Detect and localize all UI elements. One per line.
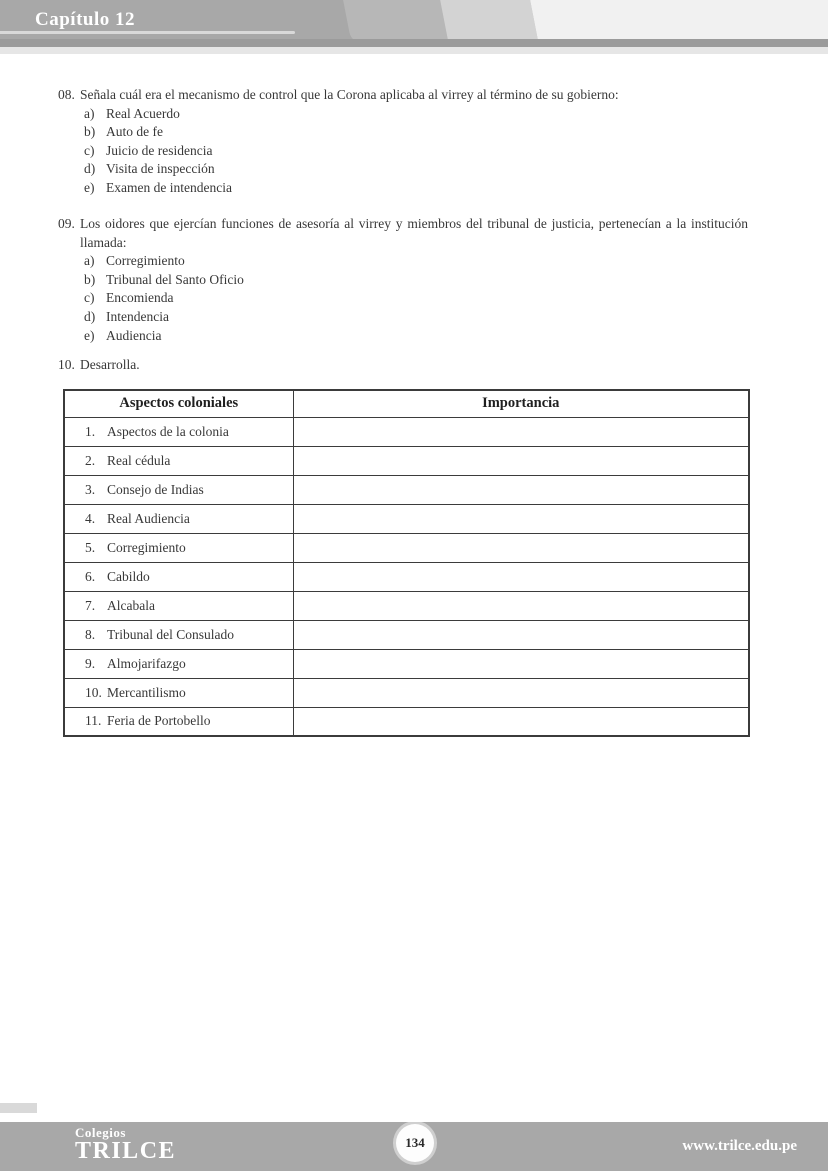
option-text: Visita de inspección [106,161,215,177]
option-letter: d) [84,308,96,324]
header-dark-strip [0,39,828,47]
option-row [84,308,748,327]
option-row [84,105,748,124]
option-row [84,289,748,308]
row-number: 5. [85,539,96,555]
importance-cell [293,446,749,475]
row-number: 2. [85,452,96,468]
row-aspect: Mercantilismo [107,684,186,700]
option-text: Examen de intendencia [106,179,232,195]
row-aspect: Corregimiento [107,539,186,555]
logo-colegios: Colegios [75,1125,126,1140]
importance-cell [293,533,749,562]
option-letter: c) [84,290,95,306]
row-number: 4. [85,510,96,526]
question-text: Desarrolla. [80,357,140,372]
table-row [64,504,749,533]
table-header-importancia: Importancia [293,390,749,417]
option-row [84,123,748,142]
logo-trilce: TRILCE [75,1138,177,1164]
table-header-aspectos: Aspectos coloniales [64,390,293,417]
chapter-underline [0,31,295,34]
row-number: 8. [85,626,96,642]
option-text: Intendencia [106,308,169,324]
option-text: Real Acuerdo [106,105,180,121]
footer-bar [0,1122,828,1171]
option-text: Audiencia [106,327,162,343]
importance-cell [293,620,749,649]
trilce-logo [75,1126,176,1163]
question-block-10 [58,356,748,375]
importance-cell [293,591,749,620]
importance-cell [293,475,749,504]
development-table [63,389,750,737]
row-aspect: Cabildo [107,568,150,584]
option-letter: c) [84,142,95,158]
option-text: Corregimiento [106,253,185,269]
option-text: Auto de fe [106,124,163,140]
table-row [64,417,749,446]
banner-stripe-1 [342,0,448,39]
question-number: 10. [58,357,75,372]
table-row [64,591,749,620]
importance-cell [293,417,749,446]
table-row [64,678,749,707]
option-letter: e) [84,327,95,343]
row-number: 6. [85,568,96,584]
option-letter: e) [84,179,95,195]
importance-cell [293,649,749,678]
question-number: 09. [58,216,75,231]
row-aspect: Feria de Portobello [107,713,211,729]
banner-stripe-2 [439,0,538,39]
importance-cell [293,707,749,736]
option-text: Tribunal del Santo Oficio [106,271,244,287]
row-aspect: Real Audiencia [107,510,190,526]
option-text: Encomienda [106,290,174,306]
header-light-strip [0,47,828,54]
option-letter: a) [84,105,95,121]
option-text: Juicio de residencia [106,142,213,158]
option-row [84,160,748,179]
row-aspect: Alcabala [107,597,155,613]
row-aspect: Consejo de Indias [107,481,204,497]
row-number: 11. [85,713,102,729]
banner-stripe-3 [529,0,828,39]
option-letter: b) [84,271,96,287]
row-aspect: Real cédula [107,452,171,468]
row-aspect: Aspectos de la colonia [107,423,229,439]
option-row [84,271,748,290]
footer-tab [0,1103,37,1113]
row-number: 10. [85,684,102,700]
table-row [64,649,749,678]
table-row [64,620,749,649]
row-number: 7. [85,597,96,613]
importance-cell [293,504,749,533]
question-text: Señala cuál era el mecanismo de control que la Corona aplicaba al virrey al término de su gobierno: [80,87,619,102]
table-row [64,446,749,475]
table-row [64,562,749,591]
chapter-title: Capítulo 12 [35,9,135,30]
table-row [64,475,749,504]
importance-cell [293,678,749,707]
page-number-badge [396,1124,434,1162]
row-aspect: Tribunal del Consulado [107,626,235,642]
question-number: 08. [58,87,75,102]
question-text: Los oidores que ejercían funciones de asesoría al virrey y miembros del tribunal de justicia, pertenecían a la institución llamada: [80,216,748,250]
page-number: 134 [405,1135,425,1150]
option-letter: a) [84,253,95,269]
table-row [64,533,749,562]
row-number: 9. [85,655,96,671]
option-row [84,142,748,161]
option-row [84,252,748,271]
question-block-08 [58,86,748,198]
table-row [64,707,749,736]
website-url: www.trilce.edu.pe [682,1138,797,1154]
option-row [84,327,748,346]
option-row [84,179,748,198]
option-letter: d) [84,161,96,177]
row-number: 1. [85,423,96,439]
question-block-09 [58,215,748,345]
option-letter: b) [84,124,96,140]
importance-cell [293,562,749,591]
header-banner [0,0,828,39]
row-aspect: Almojarifazgo [107,655,186,671]
row-number: 3. [85,481,96,497]
